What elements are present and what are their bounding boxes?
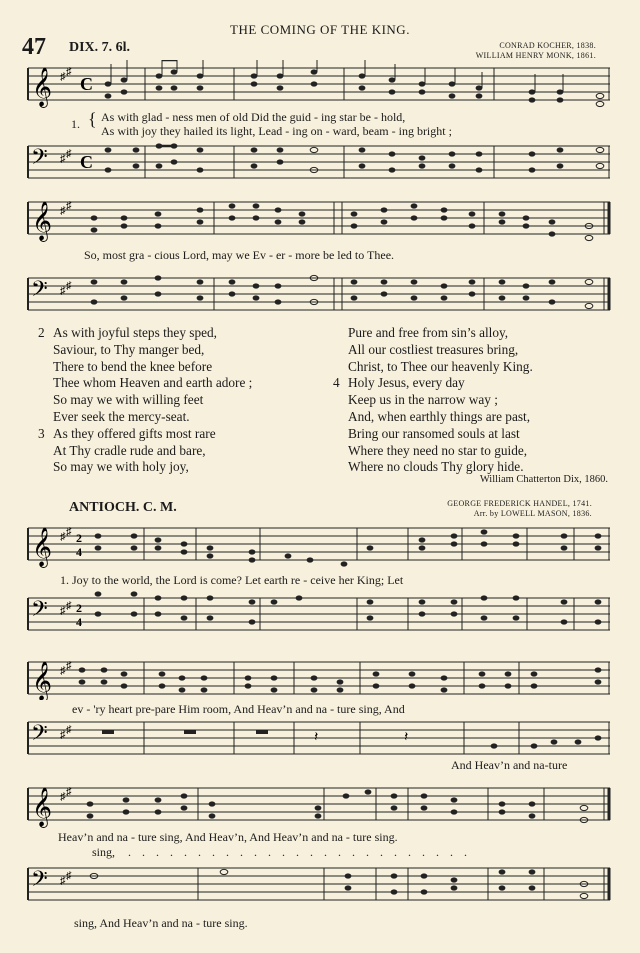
- stanza-line: [333, 426, 623, 443]
- stanza-number: 4: [333, 375, 340, 391]
- stanza-text: Where no clouds Thy glory hide.: [348, 459, 524, 475]
- stanza-number: 2: [38, 325, 45, 340]
- stanza-line: [38, 359, 328, 376]
- lyric-line-1: As with glad - ness men of old Did the guid - ing star be - hold,: [101, 110, 406, 124]
- svg-text:♯: ♯: [60, 531, 66, 543]
- stanza-text: Holy Jesus, every day: [348, 375, 465, 391]
- svg-text:♯: ♯: [66, 280, 72, 292]
- tune-name: DIX. 7. 6l.: [69, 40, 131, 55]
- antioch-lyric-3b: sing,: [92, 845, 116, 859]
- stanza-text: As they offered gifts most rare: [53, 425, 216, 441]
- svg-text:𝄞: 𝄞: [32, 663, 53, 700]
- stanza-text: Bring our ransomed souls at last: [348, 425, 520, 441]
- stanza-text: There to bend the knee before: [53, 358, 213, 374]
- antioch-tune-name: ANTIOCH. C. M.: [69, 500, 177, 515]
- svg-text:𝄢: 𝄢: [31, 145, 48, 174]
- stanza-text: As with joyful steps they sped,: [53, 325, 217, 340]
- stanza-text: Pure and free from sin’s alloy,: [348, 325, 509, 340]
- svg-text:♯: ♯: [60, 285, 66, 297]
- stanza-line: [333, 375, 623, 392]
- svg-text:♯: ♯: [60, 665, 66, 677]
- stanza-line: [333, 342, 623, 359]
- svg-text:𝄽: 𝄽: [404, 730, 409, 745]
- antioch-staff-bass-3: [24, 860, 614, 910]
- svg-text:♯: ♯: [66, 660, 72, 672]
- svg-text:𝄢: 𝄢: [31, 721, 48, 750]
- stanza-line: [38, 342, 328, 359]
- svg-text:C: C: [80, 74, 93, 94]
- svg-text:♯: ♯: [66, 870, 72, 882]
- stanza-text: And, when earthly things are past,: [348, 408, 531, 424]
- svg-text:♯: ♯: [66, 200, 72, 212]
- staff-treble-2: [24, 192, 614, 244]
- antioch-composer: GEORGE FREDERICK HANDEL, 1741.: [447, 499, 592, 508]
- hold-dots: . . . . . . . . . . . . . . . . . . . . . . . . .: [128, 845, 471, 859]
- author-credit: William Chatterton Dix, 1860.: [479, 474, 608, 485]
- svg-text:♯: ♯: [60, 791, 66, 803]
- staff-treble-1: [24, 60, 614, 110]
- stanza-line: [38, 459, 328, 476]
- staff-bass-2: [24, 268, 614, 320]
- svg-text:𝄞: 𝄞: [32, 789, 53, 826]
- stanza-line: [333, 359, 623, 376]
- staff-bass-1: [24, 138, 614, 188]
- stanza-line: [38, 325, 328, 342]
- refrain-lyric: So, most gra - cious Lord, may we Ev - er - more be led to Thee.: [84, 248, 395, 262]
- arranger-credit: WILLIAM HENRY MONK, 1861.: [475, 51, 596, 60]
- svg-text:𝄢: 𝄢: [31, 597, 48, 626]
- svg-text:♯: ♯: [60, 605, 66, 617]
- svg-text:♯: ♯: [60, 875, 66, 887]
- page-header: THE COMING OF THE KING.: [230, 22, 410, 37]
- stanza-text: Christ, to Thee our heavenly King.: [348, 358, 533, 374]
- antioch-lyric-3: Heav’n and na - ture sing, And Heav’n, And Heav’n and na - ture sing.: [58, 830, 398, 844]
- stanza-line: [38, 426, 328, 443]
- antioch-arranger: Arr. by LOWELL MASON, 1836.: [473, 509, 592, 518]
- svg-text:♯: ♯: [66, 148, 72, 160]
- antioch-lyric-4: sing, And Heav’n and na - ture sing.: [74, 916, 248, 930]
- stanza-text: Keep us in the narrow way ;: [348, 392, 498, 408]
- svg-text:𝄢: 𝄢: [31, 867, 48, 896]
- antioch-staff-treble-2: [24, 650, 614, 700]
- stanzas-right: [333, 325, 623, 476]
- svg-text:♯: ♯: [66, 66, 72, 78]
- stanza-line: [333, 443, 623, 460]
- stanza-number: 3: [38, 425, 45, 441]
- stanza-text: Ever seek the mercy-seat.: [53, 408, 190, 424]
- antioch-staff-treble-3: [24, 780, 614, 830]
- svg-text:4: 4: [76, 545, 82, 559]
- lyric-line-2: As with joy they hailed its light, Lead - ing on - ward, beam - ing bright ;: [101, 124, 452, 138]
- stanza-text: Where they need no star to guide,: [348, 442, 528, 458]
- antioch-staff-bass-1: [24, 590, 614, 640]
- svg-text:♯: ♯: [66, 600, 72, 612]
- stanzas-left: [38, 325, 328, 476]
- brace: {: [88, 109, 97, 129]
- stanza-text: All our costliest treasures bring,: [348, 341, 519, 357]
- stanza-text: Saviour, to Thy manger bed,: [53, 341, 205, 357]
- svg-text:♯: ♯: [60, 153, 66, 165]
- svg-text:♯: ♯: [66, 724, 72, 736]
- stanza-text: Thee whom Heaven and earth adore ;: [53, 375, 253, 391]
- svg-text:𝄞: 𝄞: [32, 529, 53, 566]
- stanza-text: So may we with willing feet: [53, 392, 204, 408]
- svg-text:♯: ♯: [60, 205, 66, 217]
- svg-text:𝄽: 𝄽: [314, 730, 319, 745]
- stanza-line: [38, 443, 328, 460]
- svg-text:2: 2: [76, 601, 82, 615]
- antioch-staff-bass-2: [24, 716, 614, 760]
- svg-text:2: 2: [76, 531, 82, 545]
- stanza-line: [38, 392, 328, 409]
- hymn-number: 47: [22, 34, 46, 60]
- antioch-staff-treble-1: [24, 520, 614, 570]
- svg-text:C: C: [80, 152, 93, 172]
- antioch-lyric-1: 1. Joy to the world, the Lord is come? Let earth re - ceive her King; Let: [60, 573, 404, 587]
- composer-credit: CONRAD KOCHER, 1838.: [499, 41, 596, 50]
- svg-text:4: 4: [76, 615, 82, 629]
- stanza-text: At Thy cradle rude and bare,: [53, 442, 206, 458]
- svg-text:♯: ♯: [66, 526, 72, 538]
- stanza-line: [38, 409, 328, 426]
- stanza-line: [333, 325, 623, 342]
- antioch-lyric-2b: And Heav’n and na-ture: [451, 758, 568, 772]
- stanza-line: [333, 409, 623, 426]
- svg-text:♯: ♯: [66, 786, 72, 798]
- stanza-line: [38, 375, 328, 392]
- svg-text:♯: ♯: [60, 71, 66, 83]
- svg-text:𝄢: 𝄢: [31, 277, 48, 306]
- stanza-text: So may we with holy joy,: [53, 459, 189, 475]
- svg-text:𝄞: 𝄞: [32, 203, 53, 240]
- antioch-lyric-2: ev - 'ry heart pre-pare Him room, And Heav’n and na - ture sing, And: [72, 702, 405, 716]
- stanza-line: [333, 392, 623, 409]
- verse-number: 1.: [71, 117, 80, 131]
- svg-text:♯: ♯: [60, 729, 66, 741]
- svg-text:𝄞: 𝄞: [32, 69, 53, 106]
